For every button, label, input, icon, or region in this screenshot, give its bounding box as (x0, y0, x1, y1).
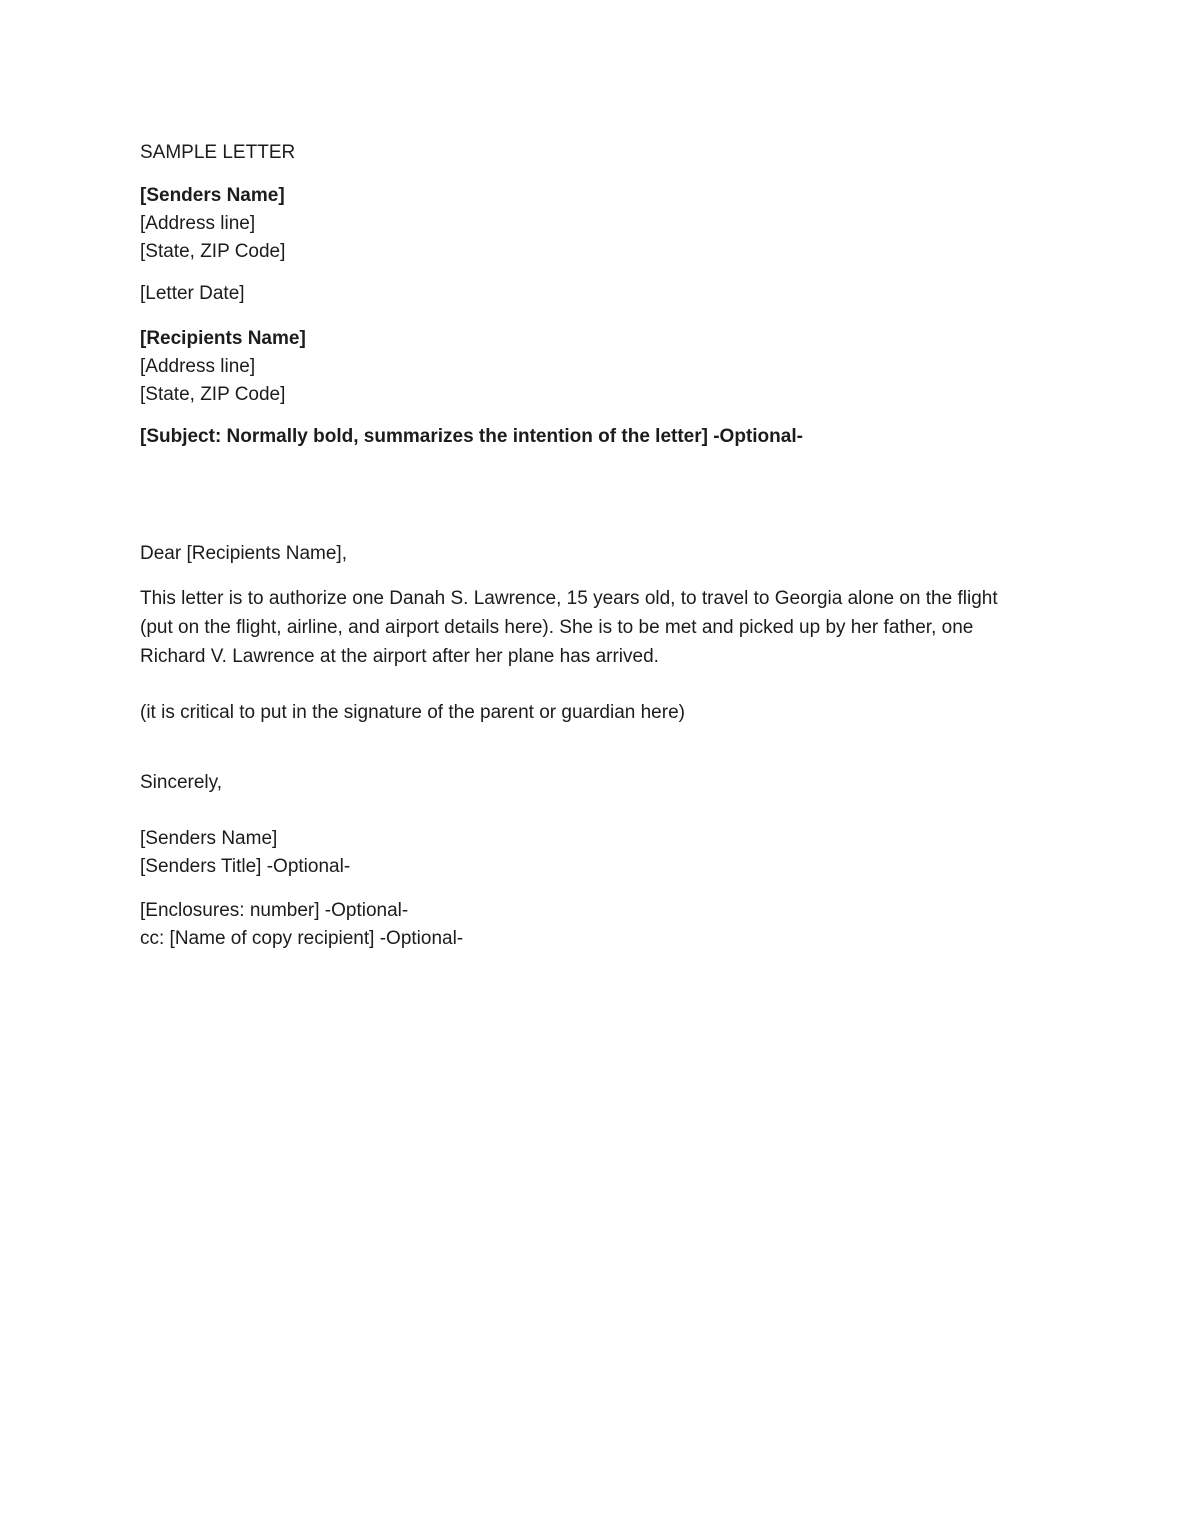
document-label (140, 139, 1025, 167)
body-paragraph-block (140, 584, 1025, 671)
letter-content (140, 139, 1025, 953)
enclosures-block (140, 897, 1025, 953)
sample-letter-label: SAMPLE LETTER (140, 142, 296, 163)
signature-note-block (140, 699, 1025, 727)
signature-title: [Senders Title] -Optional- (140, 856, 351, 877)
recipient-state-zip: [State, ZIP Code] (140, 384, 286, 405)
sender-address-line: [Address line] (140, 213, 256, 234)
enclosures-line: [Enclosures: number] -Optional- (140, 900, 409, 921)
recipient-address-line: [Address line] (140, 356, 256, 377)
recipient-name: [Recipients Name] (140, 328, 306, 349)
letter-date-block (140, 280, 1025, 308)
sender-name: [Senders Name] (140, 185, 285, 206)
body-paragraph: This letter is to authorize one Danah S. Lawrence, 15 years old, to travel to Georgia alone on the flight (put on the flight, airline, and airport details here). She is to be met and picked up by her father, one Richard V. Lawrence at the airport after her plane has arrived. (140, 588, 1003, 667)
subject-line: [Subject: Normally bold, summarizes the intention of the letter] -Optional- (140, 426, 803, 447)
sender-state-zip: [State, ZIP Code] (140, 241, 286, 262)
sender-address-block (140, 182, 1025, 266)
salutation: Dear [Recipients Name], (140, 543, 347, 564)
recipient-address-block (140, 325, 1025, 409)
subject-block (140, 423, 1025, 451)
closing: Sincerely, (140, 772, 223, 793)
signature-block (140, 825, 1025, 881)
signature-note: (it is critical to put in the signature of the parent or guardian here) (140, 702, 685, 723)
signature-name: [Senders Name] (140, 828, 278, 849)
salutation-block (140, 540, 1025, 568)
closing-block (140, 769, 1025, 797)
letter-date: [Letter Date] (140, 283, 245, 304)
cc-line: cc: [Name of copy recipient] -Optional- (140, 928, 464, 949)
